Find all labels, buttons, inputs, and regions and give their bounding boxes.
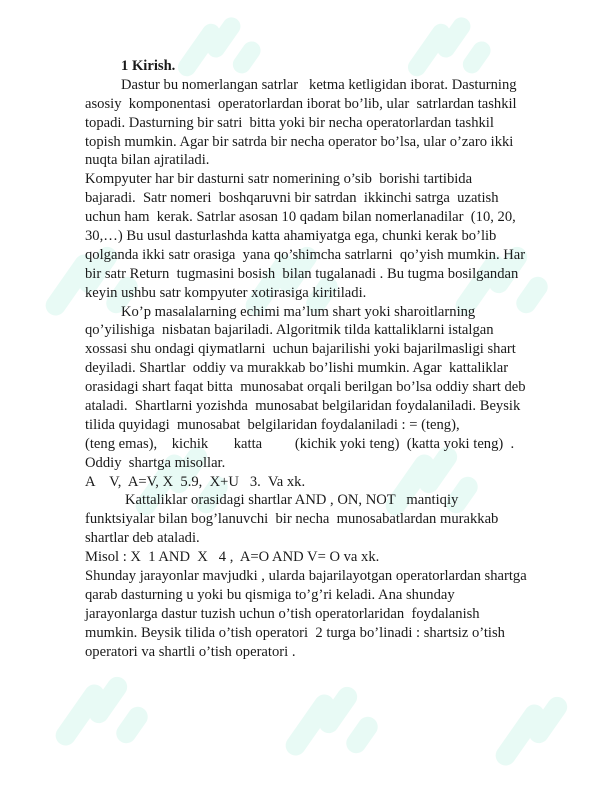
text-line: tilida quyidagi munosabat belgilaridan foydalaniladi : = (teng),: [85, 416, 460, 433]
text-line: Kompyuter har bir dasturni satr nomerining o’sib borishi tartibida: [85, 171, 473, 188]
text-line: nuqta bilan ajratiladi.: [85, 152, 210, 169]
watermark-mark: [525, 693, 571, 747]
text-line: Misol : X 1 AND X 4 , A=O AND V= O va xk.: [85, 549, 380, 566]
watermark-mark: [52, 681, 109, 750]
text-line: qarab dasturning u yoki bu qismiga to’g’ri keladi. Ana shunday: [85, 586, 455, 603]
text-line: 30,…) Bu usul dasturlashda katta ahamiyatga ega, chunki kerak bo’lib: [85, 228, 497, 245]
text-line: Dastur bu nomerlangan satrlar ketma ketligidan iborat. Dasturning: [121, 76, 517, 93]
watermark-mark: [203, 14, 244, 61]
text-line: topish mumkin. Agar bir satrda bir necha operator bo’lsa, ular o’zaro ikki: [85, 133, 514, 150]
watermark-mark: [342, 713, 381, 757]
text-line: topadi. Dasturning bir satri bitta yoki bir necha operatorlardan tashkil: [85, 114, 494, 131]
watermark-mark: [282, 691, 339, 760]
text-line: Kattaliklar orasidagi shartlar AND , ON, NOT mantiqiy: [125, 492, 459, 509]
text-line: orasidagi shart faqat bitta munosabat orqali berilgan bo’lsa oddiy shart deb: [85, 379, 526, 396]
text-line: Oddiy shartga misollar.: [85, 454, 226, 471]
watermark-mark: [492, 701, 549, 770]
text-line: shartlar deb ataladi.: [85, 530, 200, 547]
text-line: (teng emas), kichik katta (kichik yoki teng) (katta yoki teng) .: [85, 435, 515, 452]
watermark-mark: [112, 703, 151, 747]
text-line: xossasi shu ondagi qiymatlarni uchun bajarilishi yoki bajarilmasligi shart: [85, 341, 516, 358]
watermark-mark: [433, 14, 474, 61]
text-line: deyiladi. Shartlar oddiy va murakkab bo’lishi mumkin. Agar kattaliklar: [85, 360, 509, 377]
section-heading: 1 Kirish.: [121, 58, 176, 74]
text-line: A V, A=V, X 5.9, X+U 3. Va xk.: [85, 473, 306, 490]
text-line: asosiy komponentasi operatorlardan iborat bo’lib, ular satrlardan tashkil: [85, 95, 517, 112]
text-line: ataladi. Shartlarni yozishda munosabat belgilaridan foydalaniladi. Beysik: [85, 398, 521, 415]
text-line: funktsiyalar bilan bog’lanuvchi bir necha munosabatlardan murakkab: [85, 511, 499, 528]
text-line: uchun ham kerak. Satrlar asosan 10 qadam bilan nomerlanadilar (10, 20,: [85, 209, 516, 226]
text-line: mumkin. Beysik tilida o’tish operatori 2 turga bo’linadi : shartsiz o’tish: [85, 624, 505, 641]
text-line: bajaradi. Satr nomeri boshqaruvni bir satrdan ikkinchi satrga uzatish: [85, 190, 499, 207]
watermark-mark: [315, 683, 361, 737]
text-line: bir satr Return tugmasini bosish bilan tugalanadi . Bu tugma bosilgandan: [85, 265, 519, 282]
document-body: [85, 57, 577, 662]
text-line: qo’yilishiga nisbatan bajariladi. Algoritmik tilda kattaliklarni istalgan: [85, 322, 494, 339]
text-line: keyin ushbu satr kompyuter xotirasiga kiritiladi.: [85, 284, 367, 301]
text-line: jarayonlarga dastur tuzish uchun o’tish operatorlaridan foydalanish: [85, 605, 480, 622]
text-line: Ko’p masalalarning echimi ma’lum shart yoki sharoitlarning: [121, 303, 476, 320]
text-line: Shunday jarayonlar mavjudki , ularda bajarilayotgan operatorlardan shartga: [85, 568, 527, 585]
watermark-mark: [85, 673, 131, 727]
text-line: operatori va shartli o’tish operatori .: [85, 643, 296, 660]
text-line: qolganda ikki satr orasiga yana qo’shimcha satrlarni qo’yish mumkin. Har: [85, 246, 526, 263]
